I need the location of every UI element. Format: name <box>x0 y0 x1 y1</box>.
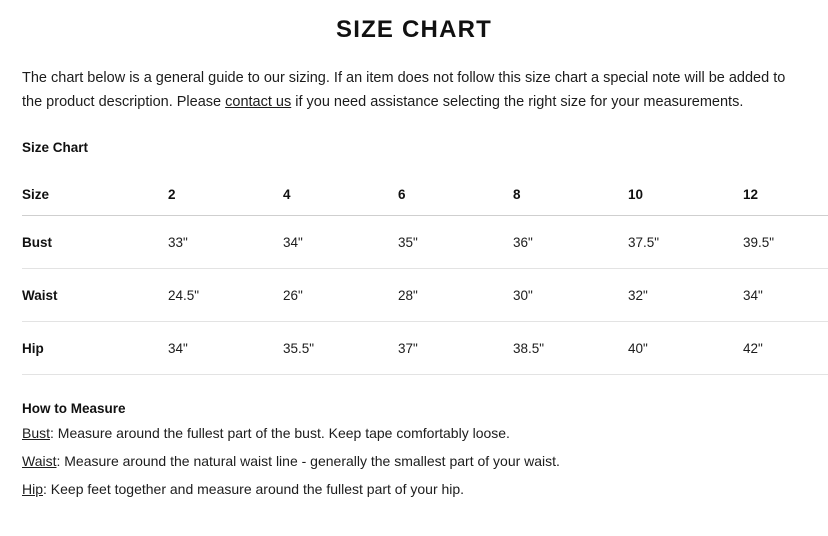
column-header-size: Size <box>22 186 50 202</box>
intro-text-after-link: if you need assistance selecting the right size for your measurements. <box>291 94 744 110</box>
column-header-2: 2 <box>168 186 176 202</box>
cell-hip-2: 34" <box>168 340 188 356</box>
cell-hip-12: 42" <box>743 340 763 356</box>
cell-hip-10: 40" <box>628 340 648 356</box>
measure-term-bust: Bust <box>22 425 51 441</box>
cell-waist-12: 34" <box>743 287 763 303</box>
size-chart-table <box>22 173 828 375</box>
cell-bust-2: 33" <box>168 234 188 250</box>
column-header-10: 10 <box>628 186 644 202</box>
column-header-4: 4 <box>283 186 291 202</box>
cell-waist-4: 26" <box>283 287 303 303</box>
column-header-12: 12 <box>743 186 759 202</box>
cell-bust-12: 39.5" <box>743 234 775 250</box>
cell-hip-4: 35.5" <box>283 340 315 356</box>
table-row <box>22 216 828 269</box>
table-header-row <box>22 173 828 216</box>
intro-paragraph <box>22 66 806 114</box>
column-header-8: 8 <box>513 186 521 202</box>
intro-text-before-link: The chart below is a general guide to our sizing. If an item does not follow this size chart a special note will be added to the product description. Please <box>22 70 786 110</box>
cell-bust-4: 34" <box>283 234 303 250</box>
page-title: SIZE CHART <box>336 16 492 43</box>
how-to-measure-bust <box>22 423 806 444</box>
how-to-measure-waist <box>22 451 806 472</box>
cell-waist-2: 24.5" <box>168 287 200 303</box>
cell-hip-8: 38.5" <box>513 340 545 356</box>
cell-waist-10: 32" <box>628 287 648 303</box>
cell-bust-8: 36" <box>513 234 533 250</box>
measure-term-hip: Hip <box>22 481 44 497</box>
measure-text-hip: : Keep feet together and measure around the fullest part of your hip. <box>43 481 465 497</box>
cell-waist-8: 30" <box>513 287 533 303</box>
cell-waist-6: 28" <box>398 287 418 303</box>
cell-bust-6: 35" <box>398 234 418 250</box>
table-row <box>22 269 828 322</box>
cell-bust-10: 37.5" <box>628 234 660 250</box>
table-header <box>22 173 828 216</box>
contact-us-link[interactable]: contact us <box>225 94 292 110</box>
how-to-measure-heading: How to Measure <box>22 401 126 416</box>
measure-text-bust: : Measure around the fullest part of the bust. Keep tape comfortably loose. <box>50 425 510 441</box>
table-body <box>22 216 828 375</box>
cell-hip-6: 37" <box>398 340 418 356</box>
table-row <box>22 322 828 375</box>
size-chart-page <box>0 16 828 536</box>
measure-text-waist: : Measure around the natural waist line - generally the smallest part of your waist. <box>56 453 560 469</box>
measure-term-waist: Waist <box>22 453 57 469</box>
size-chart-section-label: Size Chart <box>22 140 89 155</box>
how-to-measure-hip <box>22 479 806 500</box>
row-label-waist: Waist <box>22 287 58 303</box>
column-header-6: 6 <box>398 186 406 202</box>
row-label-hip: Hip <box>22 340 44 356</box>
row-label-bust: Bust <box>22 234 52 250</box>
